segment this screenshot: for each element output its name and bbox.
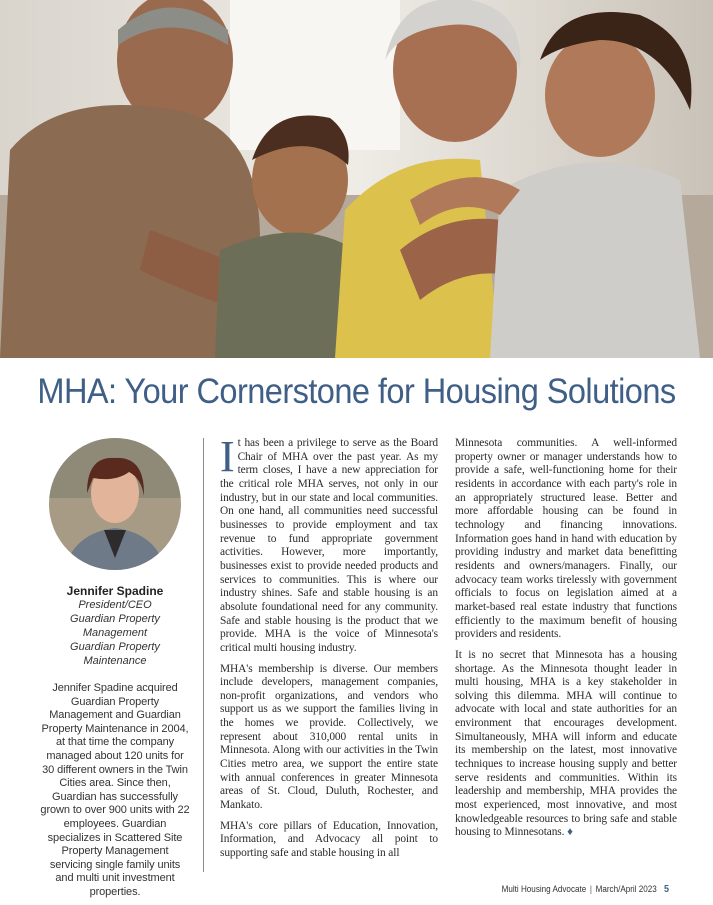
author-bio: Jennifer Spadine acquired Guardian Property Management and Guardian Property Maintenance in 2004, at that time the company managed about 120 units for 30 different owners in the Twin Cities area. Since then, Guardian has successfully grown to over 900 units with 22 employees. Guardian specializes in Scattered Site Property Management servicing single family units and multi unit investment properties. (40, 682, 190, 898)
hero-photo (0, 0, 713, 358)
page-number: 5 (663, 884, 669, 895)
author-title: President/CEO (78, 599, 152, 611)
paragraph: MHA's membership is diverse. Our members include developers, management companies, non-profit organizations, and vendors who support us as we support the families living in the homes we provide. Collectively, we represent about 310,000 rental units in Minnesota. Along with our activities in the Twin Cities metro area, we support the entire state with annual conferences in greater Minnesota areas of St. Cloud, Duluth, Rochester, and Mankato. (220, 662, 438, 812)
author-company-1: Guardian Property Management (70, 613, 160, 639)
article-headline: MHA: Your Cornerstone for Housing Solutions (37, 372, 676, 411)
end-mark-icon: ♦ (567, 826, 573, 839)
author-name: Jennifer Spadine (66, 584, 164, 598)
paragraph-text: t has been a privilege to serve as the Board Chair of MHA over the past year. As my term closes, I have a new appreciation for the critical role MHA serves, not only in our industry, but in our state and local communities. On one hand, all communities need successful businesses to provide employment and tax revenue to fund appropriate government activities. However, more importantly, businesses exist to provide needed products and services to communities. This is where our industry shines. Safe and stable housing is an absolute foundational need for any community. Safe and stable housing is the product that we provide. MHA is the voice of Minnesota's critical multi housing industry. (220, 437, 438, 654)
paragraph (220, 432, 438, 656)
footer-separator: | (589, 884, 592, 894)
author-sidebar (40, 438, 190, 900)
paragraph-text: It is no secret that Minnesota has a housing shortage. As the Minnesota thought leader in multi housing, MHA is a key stakeholder in solving this dilemma. MHA will continue to advocate with local and state authorities for an environment that encourages development. Simultaneously, MHA will inform and educate its membership on the latest, most innovative techniques to increase housing supply and better serve residents and communities. Within its leadership and membership, MHA provides the most experienced, most innovative, and most knowledgeable resources to bring safe and stable housing to Minnesotans. (455, 648, 677, 839)
article-column-1 (220, 432, 438, 868)
author-photo (49, 438, 181, 570)
drop-cap: I (220, 432, 235, 481)
issue-date: March/April 2023 (595, 884, 657, 894)
paragraph: Minnesota communities. A well-informed property owner or manager understands how to provide a safe, well-functioning home for their residents in accordance with each party's role in an appropriately structured lease. Better and more affordable housing can be found in technology and financing innovations. Information goes hand in hand with education by providing industry and market data benefitting residents and owners/managers. Finally, our advocacy team works tirelessly with government officials to focus on legislation aimed at a market-based real estate industry that functions efficiently to the maximum benefit of housing providers and residents. (455, 437, 677, 641)
paragraph (455, 649, 677, 840)
column-divider (203, 438, 204, 872)
author-company-2: Guardian Property Maintenance (70, 641, 160, 667)
publication-name: Multi Housing Advocate (501, 884, 587, 894)
article-column-2 (455, 437, 677, 847)
page-footer (502, 884, 669, 895)
paragraph: MHA's core pillars of Education, Innovation, Information, and Advocacy all point to supporting safe and stable housing in all (220, 819, 438, 860)
